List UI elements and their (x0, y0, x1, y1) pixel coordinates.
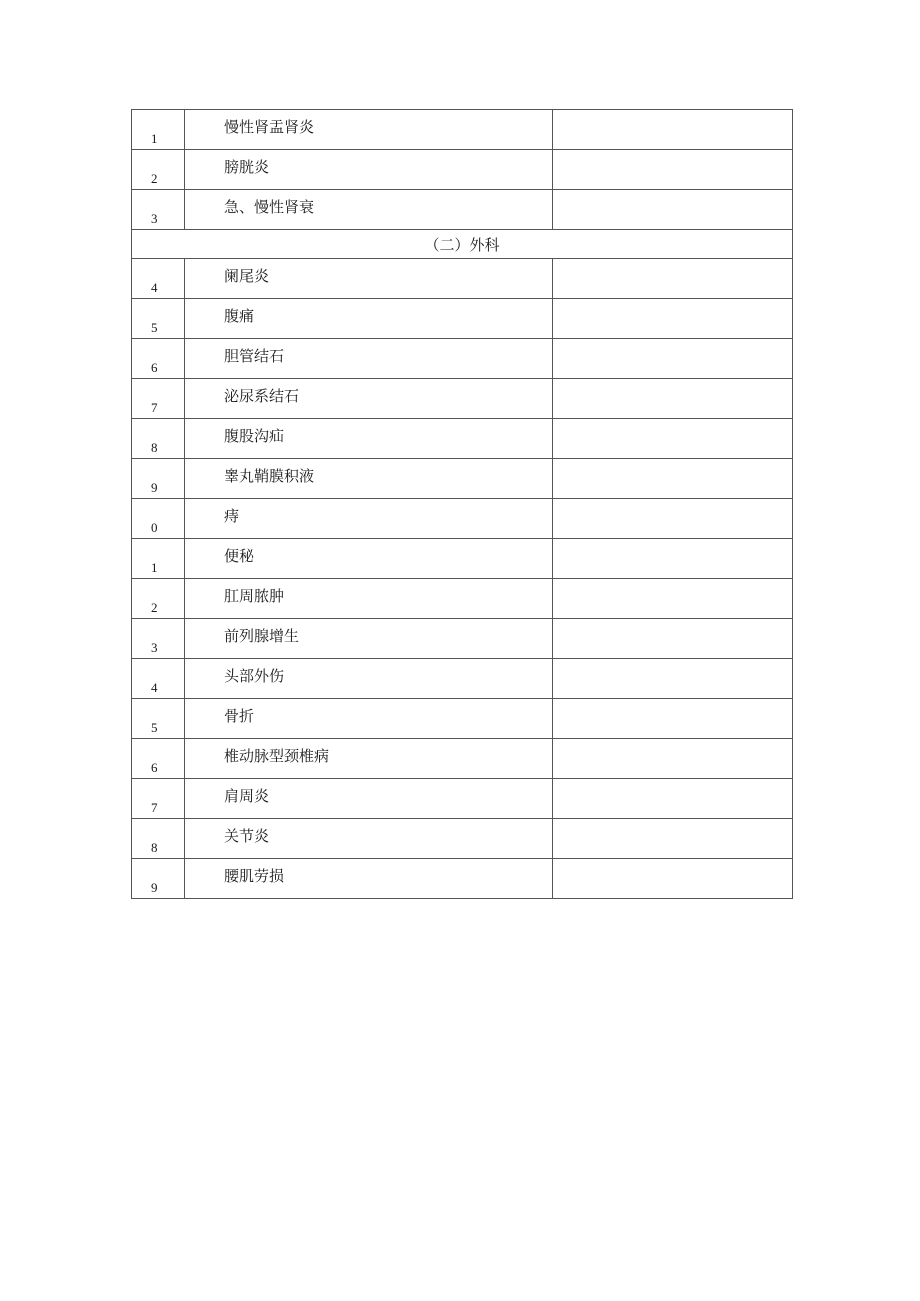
row-number: 5 (151, 720, 158, 735)
table-row (132, 379, 793, 419)
blank-cell (553, 539, 793, 579)
blank-cell (553, 699, 793, 739)
blank-cell (553, 379, 793, 419)
disease-name: 腰肌劳损 (185, 859, 553, 899)
row-number: 0 (151, 520, 158, 535)
disease-name: 头部外伤 (185, 659, 553, 699)
blank-cell (553, 150, 793, 190)
blank-cell (553, 779, 793, 819)
disease-name: 前列腺增生 (185, 619, 553, 659)
disease-table (131, 109, 793, 899)
blank-cell (553, 259, 793, 299)
row-number-cell (132, 619, 185, 659)
disease-name: 肛周脓肿 (185, 579, 553, 619)
row-number-cell (132, 190, 185, 230)
table-row (132, 659, 793, 699)
disease-name: 膀胱炎 (185, 150, 553, 190)
row-number-cell (132, 339, 185, 379)
disease-name: 肩周炎 (185, 779, 553, 819)
row-number: 2 (151, 600, 158, 615)
row-number-cell (132, 419, 185, 459)
row-number-cell (132, 459, 185, 499)
blank-cell (553, 459, 793, 499)
blank-cell (553, 659, 793, 699)
disease-name: 腹股沟疝 (185, 419, 553, 459)
table-row (132, 499, 793, 539)
table-row (132, 419, 793, 459)
disease-name: 急、慢性肾衰 (185, 190, 553, 230)
row-number-cell (132, 739, 185, 779)
section-title: （二）外科 (132, 230, 793, 259)
row-number: 5 (151, 320, 158, 335)
row-number-cell (132, 259, 185, 299)
row-number-cell (132, 499, 185, 539)
row-number-cell (132, 699, 185, 739)
row-number-cell (132, 579, 185, 619)
table-row (132, 150, 793, 190)
table-row (132, 859, 793, 899)
row-number-cell (132, 659, 185, 699)
table-row (132, 779, 793, 819)
disease-name: 关节炎 (185, 819, 553, 859)
row-number: 8 (151, 440, 158, 455)
table-row (132, 579, 793, 619)
blank-cell (553, 619, 793, 659)
blank-cell (553, 819, 793, 859)
table-row (132, 459, 793, 499)
blank-cell (553, 859, 793, 899)
table-row (132, 259, 793, 299)
row-number: 4 (151, 280, 158, 295)
disease-name: 泌尿系结石 (185, 379, 553, 419)
blank-cell (553, 110, 793, 150)
disease-name: 骨折 (185, 699, 553, 739)
table-row (132, 190, 793, 230)
table-row (132, 539, 793, 579)
disease-name: 胆管结石 (185, 339, 553, 379)
table-row (132, 699, 793, 739)
blank-cell (553, 419, 793, 459)
row-number: 1 (151, 560, 158, 575)
disease-name: 便秘 (185, 539, 553, 579)
row-number-cell (132, 110, 185, 150)
table-row (132, 739, 793, 779)
row-number: 9 (151, 480, 158, 495)
blank-cell (553, 739, 793, 779)
blank-cell (553, 299, 793, 339)
disease-name: 慢性肾盂肾炎 (185, 110, 553, 150)
row-number: 4 (151, 680, 158, 695)
section-header-row (132, 230, 793, 259)
row-number-cell (132, 539, 185, 579)
table-row (132, 299, 793, 339)
blank-cell (553, 339, 793, 379)
row-number-cell (132, 299, 185, 339)
table-row (132, 819, 793, 859)
disease-name: 阑尾炎 (185, 259, 553, 299)
row-number-cell (132, 150, 185, 190)
row-number: 1 (151, 131, 158, 146)
blank-cell (553, 579, 793, 619)
disease-name: 痔 (185, 499, 553, 539)
row-number-cell (132, 819, 185, 859)
row-number: 3 (151, 640, 158, 655)
row-number-cell (132, 859, 185, 899)
blank-cell (553, 499, 793, 539)
row-number-cell (132, 379, 185, 419)
table-row (132, 339, 793, 379)
row-number: 7 (151, 800, 158, 815)
disease-name: 椎动脉型颈椎病 (185, 739, 553, 779)
row-number: 8 (151, 840, 158, 855)
row-number: 3 (151, 211, 158, 226)
table-row (132, 110, 793, 150)
row-number: 6 (151, 760, 158, 775)
row-number: 7 (151, 400, 158, 415)
row-number: 2 (151, 171, 158, 186)
row-number: 6 (151, 360, 158, 375)
disease-name: 睾丸鞘膜积液 (185, 459, 553, 499)
table-row (132, 619, 793, 659)
row-number: 9 (151, 880, 158, 895)
disease-name: 腹痛 (185, 299, 553, 339)
row-number-cell (132, 779, 185, 819)
blank-cell (553, 190, 793, 230)
